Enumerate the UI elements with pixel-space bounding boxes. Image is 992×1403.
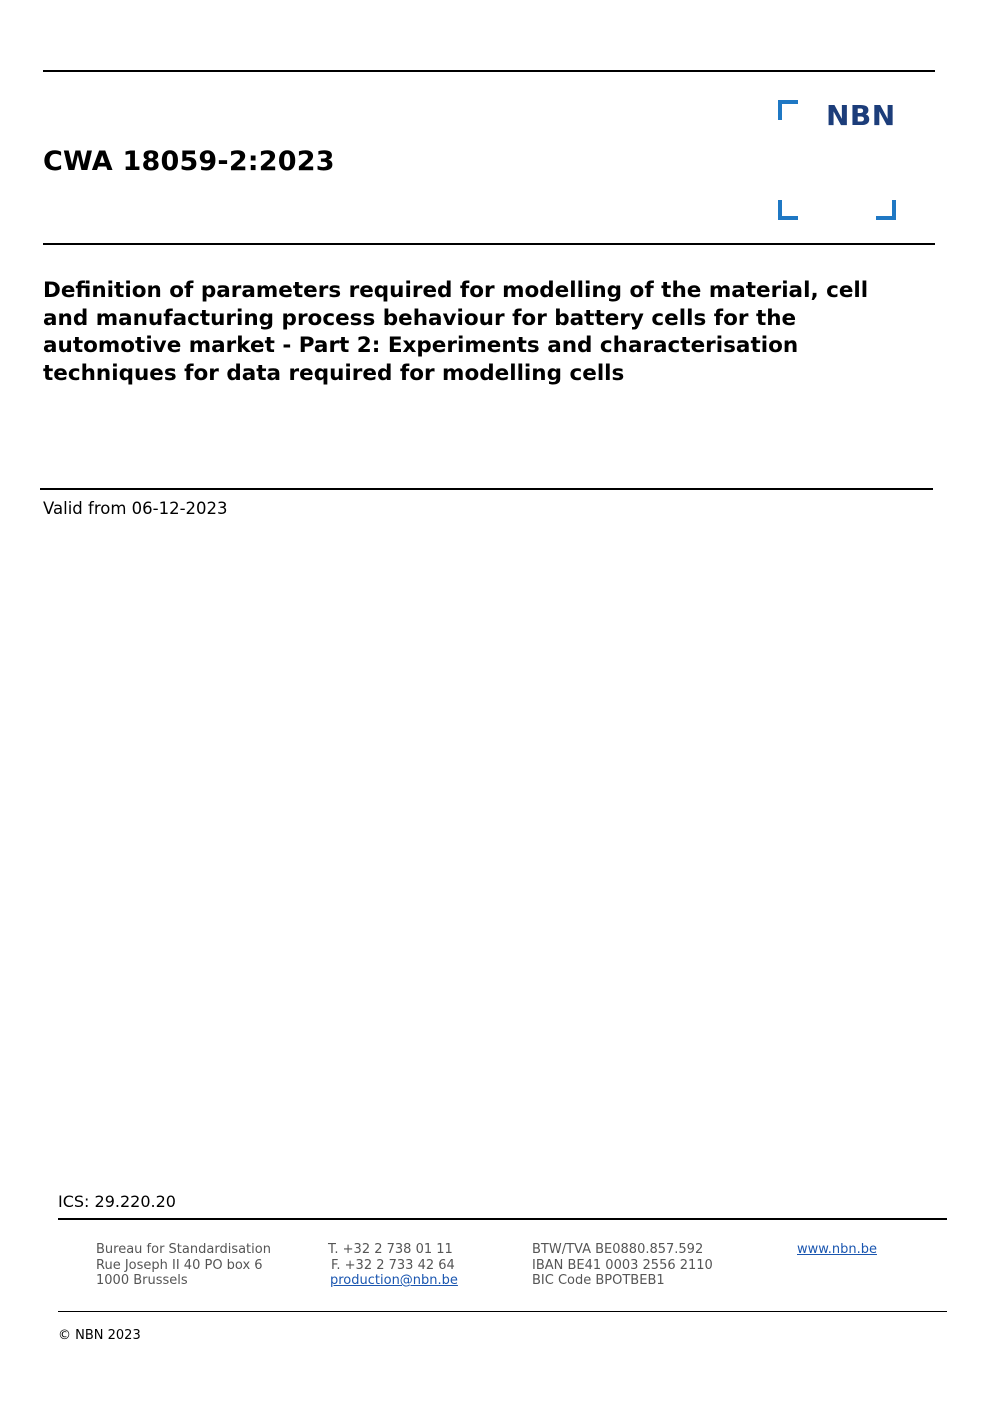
address-line: 1000 Brussels [96,1273,188,1288]
address-line: Rue Joseph II 40 PO box 6 [96,1257,263,1273]
iban-number: IBAN BE41 0003 2556 2110 [532,1257,713,1273]
valid-from-date: Valid from 06-12-2023 [43,499,228,518]
footer-contact [328,1242,458,1289]
website-link[interactable]: www.nbn.be [797,1242,877,1257]
phone-number: T. +32 2 738 01 11 [328,1242,453,1257]
document-code: CWA 18059-2:2023 [43,146,335,177]
top-rule [43,70,935,72]
fax-number: F. +32 2 733 42 64 [331,1257,455,1273]
footer-address [96,1242,271,1289]
document-title: Definition of parameters required for modelling of the material, cell and manufacturing process behaviour for battery cells for the automotive market - Part 2: Experiments and characterisation techniques for data required for modelling cells [43,278,869,386]
logo-corner-bottom-left [778,200,798,220]
nbn-logo [778,100,900,224]
validity-rule [40,488,933,490]
copyright-notice: © NBN 2023 [58,1328,141,1343]
bic-code: BIC Code BPOTBEB1 [532,1273,665,1288]
vat-number: BTW/TVA BE0880.857.592 [532,1242,704,1257]
logo-text: NBN [826,99,896,132]
header-bottom-rule [43,243,935,245]
footer-bottom-rule [58,1311,947,1312]
email-link[interactable]: production@nbn.be [330,1273,458,1288]
logo-corner-top-left [778,100,798,120]
footer-web [797,1242,877,1258]
logo-corner-bottom-right [876,200,896,220]
ics-code: ICS: 29.220.20 [58,1192,176,1211]
address-line: Bureau for Standardisation [96,1242,271,1257]
footer-top-rule [58,1218,947,1220]
footer-banking [532,1242,713,1289]
